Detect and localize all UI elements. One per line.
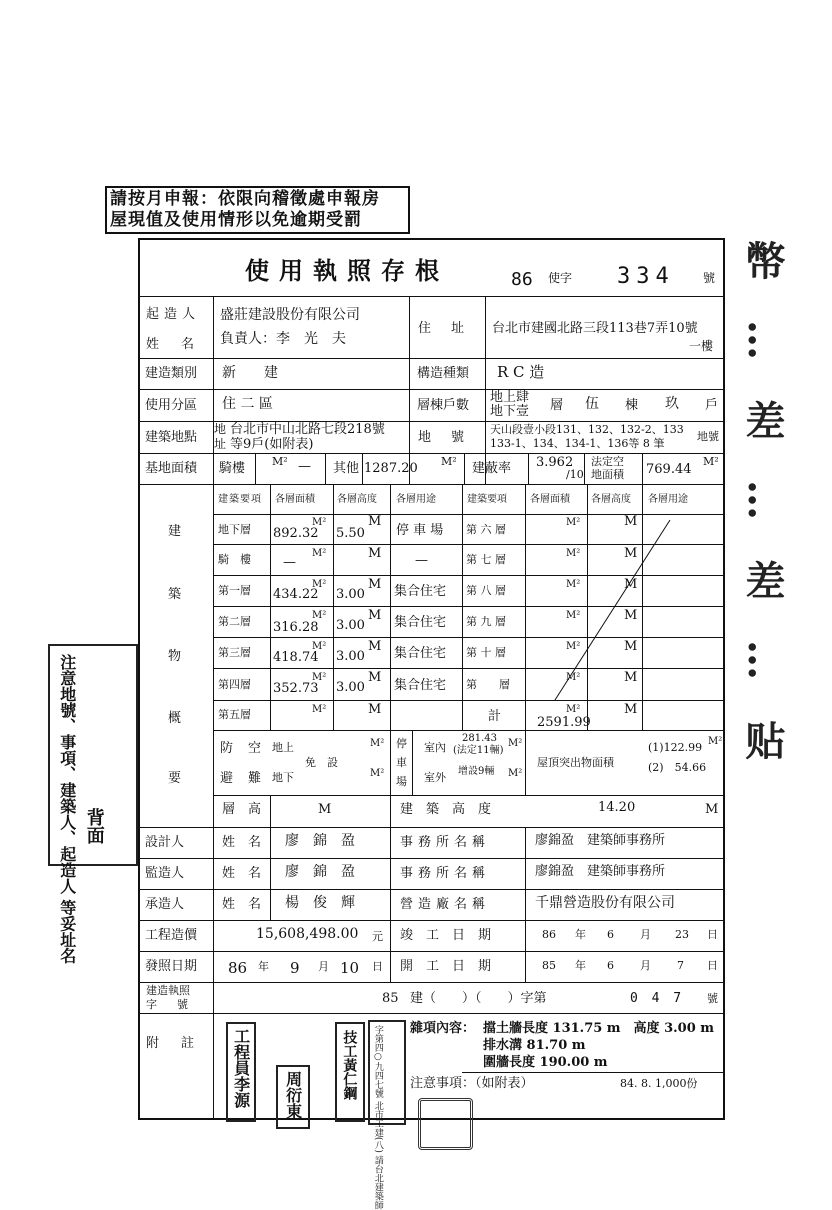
other-label: 其他 [333,461,360,476]
location-label: 建築地點 [145,430,198,445]
floor-area: 352.73 [273,681,319,696]
air-defense-status: 免 設 [305,756,338,769]
designer-label: 設計人 [145,835,185,850]
open-label-2: 地面積 [591,468,624,481]
unit-m2: M² [312,610,327,621]
month-label: 月 [318,960,329,973]
start-month: 6 [607,959,614,972]
right-floor: 第 八 層 [466,584,506,597]
total-label: 計 [488,709,502,724]
supervisor-label: 監造人 [145,866,185,881]
unit-m2: M² [312,641,327,652]
right-floor: 第 七 層 [466,553,506,566]
permit-suffix-ref: 號 [707,992,718,1005]
floor-name: 騎 樓 [218,553,251,566]
designer-name-label: 姓 名 [222,835,262,850]
location-address2: 等9戶(如附表) [230,437,314,452]
cancel-stroke [530,515,680,705]
building-label-3: 物 [168,649,182,664]
floors-below: 地下壹 [490,404,530,419]
unit-m2: M² [566,704,581,715]
builder-label-2: 姓名 [146,337,217,352]
parking-l2: 車 [396,756,407,769]
contractor-office-label: 營造廠名稱 [400,897,491,912]
open-unit: M² [703,455,719,468]
parking-l1: 停 [396,737,407,750]
floor-use: 集合住宅 [394,615,447,630]
buildings-count: 伍 [585,396,599,412]
page-title: 使用執照存根 [245,256,449,285]
hdr-height-r: 各層高度 [591,494,631,505]
hdr-area-r: 各層面積 [530,494,570,505]
top-notice-line2: 屋現值及使用情形以免逾期受罰 [110,210,362,230]
unit-m2: M² [312,704,327,715]
misc-label: 雜項內容： [410,1021,476,1036]
completion-month: 6 [607,928,614,941]
start-label: 開 工 日 期 [400,959,492,974]
permit-year-ref: 85 [382,991,399,1006]
right-floor: 第 六 層 [466,523,506,536]
floor-height-unit: M [318,802,332,817]
day-label: 日 [372,960,383,973]
unit-m2: M² [312,548,327,559]
unit-m: M [368,608,382,623]
supervisor-name-label: 姓 名 [222,866,262,881]
unit-m2: M² [370,738,385,749]
builder-label-1: 起造人 [146,307,201,322]
building-height-label: 建 築 高 度 [400,802,492,817]
permit-label-2: 字號 [146,998,208,1011]
coverage-unit: /10 [566,468,584,481]
unit-m2: M² [508,738,523,749]
month-label: 月 [640,928,651,941]
parking-indoor-label: 室內 [424,741,446,754]
unit-m2: M² [508,768,523,779]
lot-line1: 天山段壹小段131、132、132-2、133 [490,423,684,436]
unit-m2: M² [312,672,327,683]
inspector-seal-text: 周衍東 [283,1071,303,1119]
building-label-5: 要 [168,771,182,786]
unit-m: M [624,546,638,561]
supervisor-office: 廖錦盈 建築師事務所 [535,864,666,879]
unit-m: M [368,670,382,685]
site-area-label: 基地面積 [145,461,198,476]
other-unit: M² [441,455,457,468]
cost-value: 15,608,498.00 [256,926,359,942]
hdr-height: 各層高度 [337,494,377,505]
roof-value-2: (2) 54.66 [648,761,707,774]
technician-seal-text: 技工黃仁鋼 [341,1030,358,1100]
unit-m: M [624,577,638,592]
contractor-name: 楊 俊 輝 [285,895,355,911]
structure-label: 構造種類 [417,366,470,381]
unit-m: M [368,514,382,529]
floor-use: 集合住宅 [394,584,447,599]
contractor-label: 承造人 [145,897,185,912]
supervisor-office-label: 事務所名稱 [400,866,491,881]
floor-use: 停 車 場 [396,523,444,538]
builder-address-floor: 一樓 [689,339,714,353]
lot-line2: 133-1、134、134-1、136等 8 筆 [490,437,665,450]
category-value: 新 建 [222,365,278,381]
left-note-text: 注意地號、事項、建築人、起造人 等妥址名 [57,654,77,964]
unit-m: M [368,639,382,654]
designer-office: 廖錦盈 建築師事務所 [535,833,666,848]
location-side2: 址 [214,437,227,451]
structure-value: R C 造 [497,363,545,381]
zone-value: 住 二 區 [222,396,273,412]
permit-suffix: 號 [703,271,716,285]
builder-company: 盛莊建設股份有限公司 [220,307,360,323]
notes-label: 附註 [146,1036,217,1051]
floor-name: 地下層 [218,523,251,536]
print-info: 84. 8. 1,000份 [620,1077,698,1090]
building-height-unit: M [705,802,719,817]
permit-label-1: 建造執照 [146,984,190,997]
hdr-item: 建築要項 [218,494,262,505]
builder-address: 台北市建國北路三段113巷7弄10號 [492,321,698,336]
supervisor-name: 廖 錦 盈 [285,864,355,880]
completion-day: 23 [675,928,689,941]
coverage-label: 建蔽率 [472,461,512,476]
category-label: 建造類別 [145,366,198,381]
unit-floor: 層 [550,398,564,413]
architect-seal-text: 字第四○九四七號 北市工建(八) 請台北建築師 [372,1025,383,1210]
unit-m2: M² [370,768,385,779]
unit-m2: M² [566,672,581,683]
engineer-seal [226,1022,256,1122]
unit-m: M [624,514,638,529]
cost-unit: 元 [372,930,383,943]
unit-m: M [368,546,382,561]
year-label: 年 [575,928,586,941]
air-defense-l1: 防 [220,741,234,756]
air-defense-above: 地上 [272,741,294,754]
floor-area: 892.32 [273,526,319,541]
parking-outdoor-label: 室外 [424,771,446,784]
misc-line3: 圍牆長度 190.00 m [483,1055,608,1070]
air-defense-l2: 空 [248,741,262,756]
start-year: 85 [542,959,556,972]
misc-line1: 擋土牆長度 131.75 m 高度 3.00 m [483,1021,715,1036]
right-floor: 第 九 層 [466,615,506,628]
total-value: 2591.99 [537,715,591,730]
year-label: 年 [575,959,586,972]
floors-label: 層棟戶數 [417,398,470,413]
floors-above: 地上肆 [490,390,530,405]
lot-suffix: 地號 [697,430,719,443]
unit-m2: M² [566,641,581,652]
building-label-2: 築 [168,587,182,602]
zone-label: 使用分區 [145,398,198,413]
parking-outdoor-value: 增設9輛 [458,766,495,777]
floor-area: — [283,555,296,570]
unit-m2: M² [312,517,327,528]
architect-seal [368,1020,406,1210]
unit-m2: M² [566,610,581,621]
issue-day: 10 [340,959,360,977]
unit-m: M [624,702,638,717]
misc-line2: 排水溝 81.70 m [483,1038,586,1053]
unit-household: 戶 [705,398,719,413]
unit-m2: M² [708,736,723,747]
air-defense-l4: 難 [248,771,262,786]
permit-word: 使字 [548,271,573,285]
floor-name: 第五層 [218,708,251,721]
floor-use: 集合住宅 [394,646,447,661]
contractor-office: 千鼎營造股份有限公司 [535,895,675,911]
unit-m2: M² [566,517,581,528]
location-side1: 地 [214,422,227,436]
right-floor: 第 層 [466,678,510,691]
permit-year: 86 [511,269,533,290]
lot-label: 地號 [418,430,485,445]
unit-m2: M² [566,548,581,559]
unit-m: M [624,639,638,654]
month-label: 月 [640,959,651,972]
hdr-area: 各層面積 [275,494,315,505]
parking-l3: 場 [396,775,407,788]
floor-area: 418.74 [273,650,319,665]
floor-height-label: 層 高 [222,802,262,817]
building-height-value: 14.20 [598,800,636,815]
coverage-value: 3.962 [536,455,574,470]
roof-label: 屋頂突出物面積 [537,756,614,769]
attention: 注意事項：（如附表） [410,1076,534,1091]
technician-seal [335,1022,365,1122]
day-label: 日 [707,928,718,941]
unit-m: M [368,702,382,717]
top-notice-line1: 請按月申報：依限向稽徵處申報房 [110,189,380,209]
building-label-1: 建 [168,524,182,539]
permit-number: 334 [617,264,675,289]
unit-building: 棟 [625,398,639,413]
floor-height: 3.00 [336,618,365,633]
designer-office-label: 事務所名稱 [400,835,491,850]
floor-height: 3.00 [336,649,365,664]
roof-value-1: (1)122.99 [648,741,703,754]
floor-name: 第一層 [218,584,251,597]
floor-height: 3.00 [336,587,365,602]
location-address1: 台北市中山北路七段218號 [230,422,385,437]
air-defense-l3: 避 [220,771,234,786]
floor-area: 316.28 [273,620,319,635]
inspector-seal [276,1065,310,1129]
left-note-stamp [48,644,138,964]
unit-m: M [624,608,638,623]
cost-label: 工程造價 [145,928,198,943]
arcade-value: — [298,459,311,474]
floor-name: 第三層 [218,646,251,659]
right-floor: 第 十 層 [466,646,506,659]
issue-label: 發照日期 [145,959,198,974]
ink-seal [418,1098,473,1150]
unit-m: M [368,577,382,592]
issue-year: 86 [228,959,248,977]
floor-height: 5.50 [336,526,365,541]
right-margin-text: 幣…差…差…贴 [739,240,786,800]
engineer-seal-text: 工程員李源 [231,1028,251,1108]
hdr-use-r: 各層用途 [648,494,688,505]
address-label: 住址 [418,321,485,336]
start-day: 7 [677,959,684,972]
floor-name: 第四層 [218,678,251,691]
permit-word-ref: 建（ ）（ ）字第 [410,991,547,1006]
issue-month: 9 [290,959,300,977]
arcade-label: 騎樓 [219,461,246,476]
floor-use: 集合住宅 [394,678,447,693]
floor-area: 434.22 [273,587,319,602]
permit-number-ref: 0 4 7 [630,991,685,1006]
unit-m2: M² [312,579,327,590]
floor-use: — [415,553,428,568]
contractor-name-label: 姓 名 [222,897,262,912]
floor-name: 第二層 [218,615,251,628]
completion-year: 86 [542,928,556,941]
open-value: 769.44 [646,462,692,477]
households-count: 玖 [665,396,679,412]
parking-legal: (法定11輛) [453,745,504,756]
unit-m2: M² [566,579,581,590]
open-label-1: 法定空 [591,455,624,468]
arcade-unit: M² [272,455,288,468]
completion-label: 竣 工 日 期 [400,928,492,943]
year-label: 年 [258,960,269,973]
building-label-4: 概 [168,711,182,726]
hdr-item-r: 建築要項 [467,494,507,505]
builder-person: 負責人：李 光 夫 [220,331,346,347]
designer-name: 廖 錦 盈 [285,833,355,849]
air-defense-below: 地下 [272,771,294,784]
floor-height: 3.00 [336,680,365,695]
left-note-back: 背面 [83,808,105,844]
other-value: 1287.20 [364,461,418,476]
hdr-use: 各層用途 [396,494,436,505]
unit-m: M [624,670,638,685]
day-label: 日 [707,959,718,972]
parking-indoor-value: 281.43 [462,733,497,744]
